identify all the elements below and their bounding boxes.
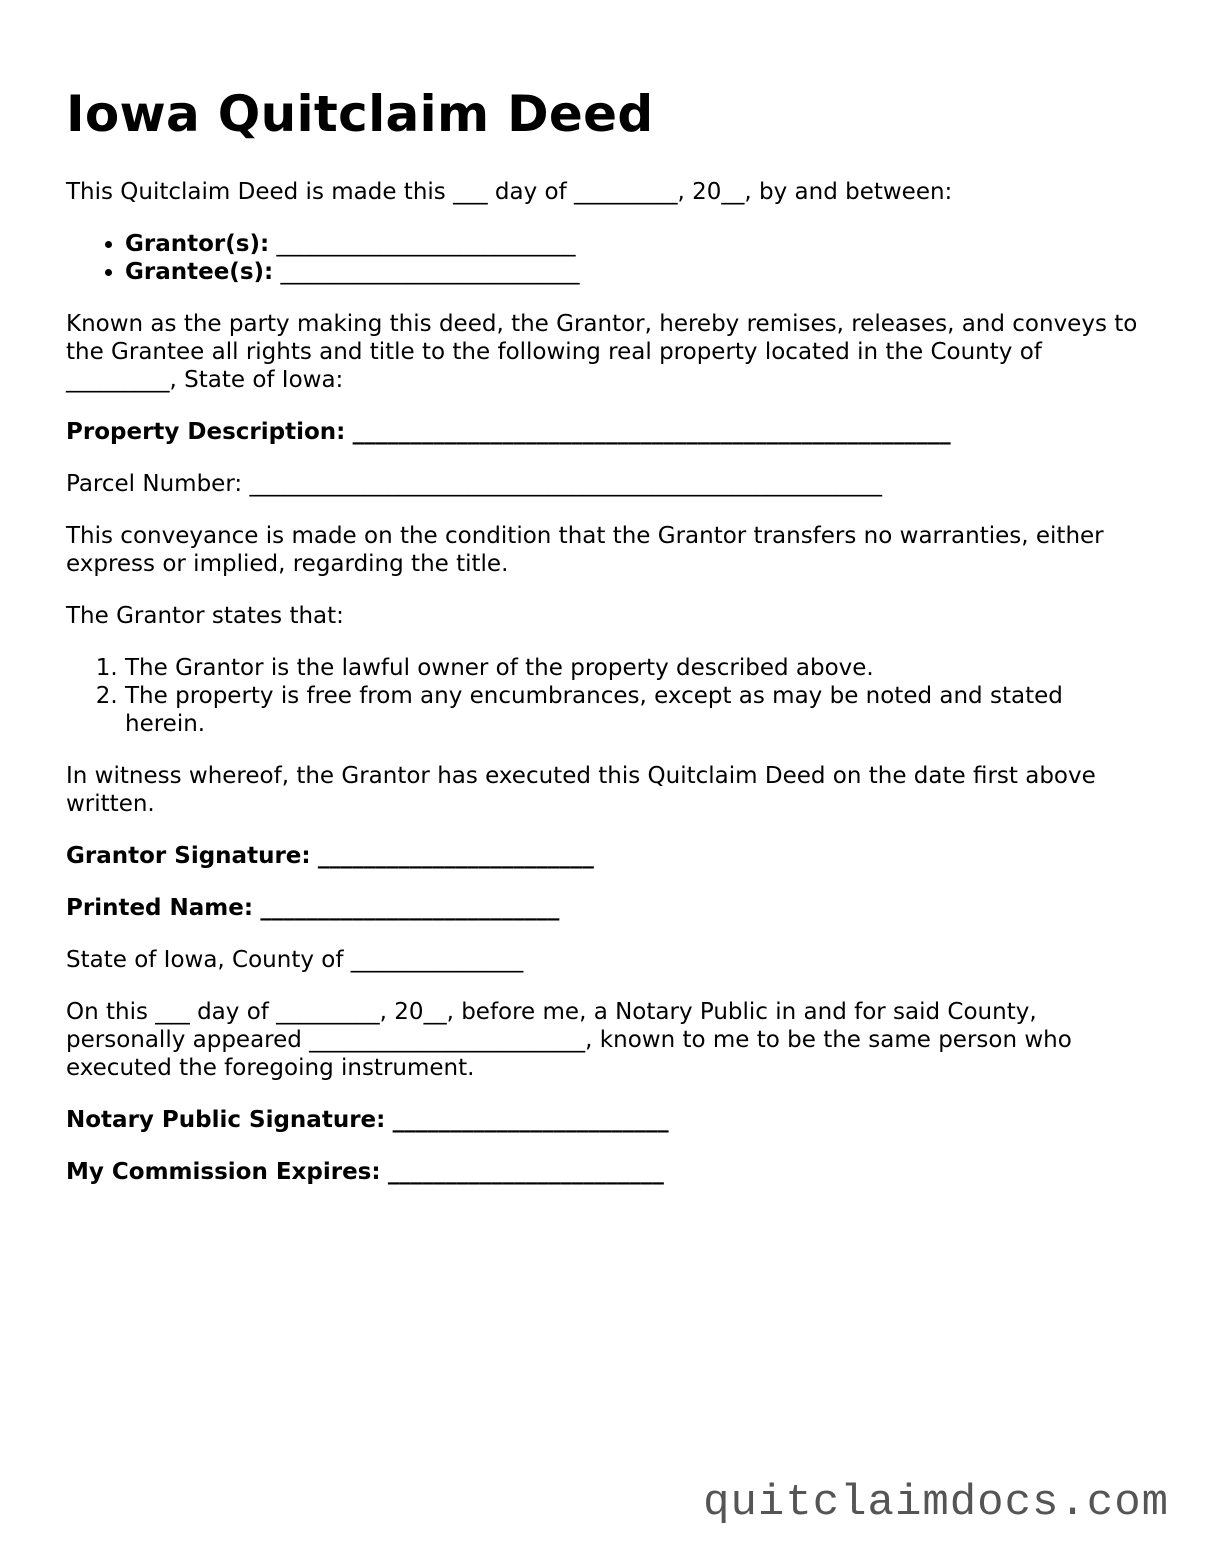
statements-list <box>66 654 1146 738</box>
parcel-number-line <box>66 470 1146 498</box>
property-description-blank: ____________________________________________________ <box>352 419 951 445</box>
condition-paragraph: This conveyance is made on the condition that the Grantor transfers no warranties, either express or implied, regarding the title. <box>66 523 1104 577</box>
document-title: Iowa Quitclaim Deed <box>66 85 654 143</box>
statements-intro: The Grantor states that: <box>66 603 344 629</box>
notary-paragraph: On this ___ day of _________, 20__, before me, a Notary Public in and for said County, personally appeared ________________________, known to me to be the same person who executed the foregoing instrument. <box>66 999 1072 1081</box>
commission-expires-blank: ________________________ <box>387 1159 664 1185</box>
state-county-line: State of Iowa, County of _______________ <box>66 947 524 973</box>
commission-expires-label: My Commission Expires: <box>66 1159 381 1185</box>
parties-list <box>66 230 1146 286</box>
printed-name-line <box>66 894 1146 922</box>
grantor-signature-blank: ________________________ <box>317 843 594 869</box>
grantor-signature-label: Grantor Signature: <box>66 843 311 869</box>
commission-expires-line <box>66 1158 1146 1186</box>
deed-document <box>66 84 1146 1210</box>
grantor-blank: __________________________ <box>276 231 576 257</box>
notary-signature-line <box>66 1106 1146 1134</box>
grantor-signature-line <box>66 842 1146 870</box>
grantee-blank: __________________________ <box>280 259 580 285</box>
grantee-label: Grantee(s): <box>125 259 274 285</box>
list-item: 1. The Grantor is the lawful owner of the property described above. <box>125 654 1146 682</box>
conveyance-paragraph: Known as the party making this deed, the Grantor, hereby remises, releases, and conveys to the Grantee all rights and title to the following real property located in the County of _________, State of Iowa: <box>66 311 1138 393</box>
notary-signature-blank: ________________________ <box>392 1107 669 1133</box>
notary-signature-label: Notary Public Signature: <box>66 1107 386 1133</box>
printed-name-label: Printed Name: <box>66 895 254 921</box>
list-item <box>125 258 1146 286</box>
property-description-line <box>66 418 1146 446</box>
intro-paragraph: This Quitclaim Deed is made this ___ day of _________, 20__, by and between: <box>66 179 953 205</box>
property-description-label: Property Description: <box>66 419 346 445</box>
parcel-number-label: Parcel Number: <box>66 471 243 497</box>
list-item: 2. The property is free from any encumbrances, except as may be noted and stated herein. <box>125 682 1146 738</box>
list-item <box>125 230 1146 258</box>
printed-name-blank: __________________________ <box>260 895 560 921</box>
witness-paragraph: In witness whereof, the Grantor has executed this Quitclaim Deed on the date first above written. <box>66 763 1096 817</box>
parcel-number-blank: _______________________________________________________ <box>249 471 882 497</box>
grantor-label: Grantor(s): <box>125 231 270 257</box>
site-watermark: quitclaimdocs.com <box>703 1478 1169 1528</box>
